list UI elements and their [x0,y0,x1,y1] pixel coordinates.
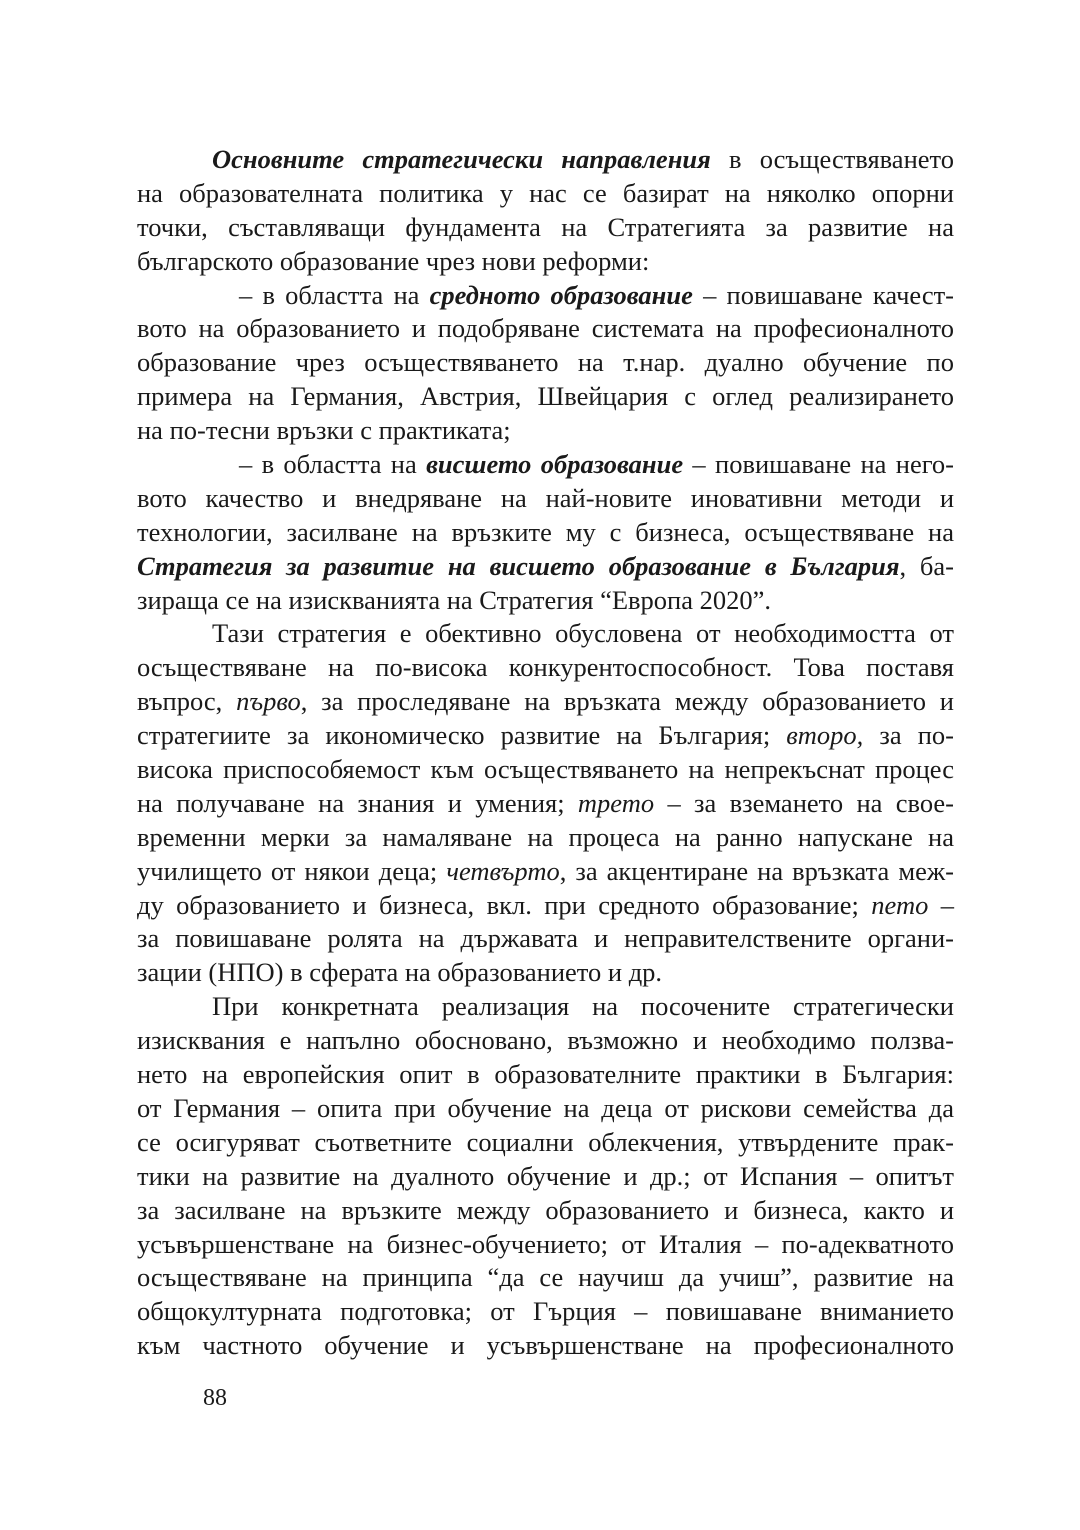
paragraph-2-line-7: временни мерки за намаляване на процеса на ранно напускане на [137,821,954,852]
italic-term: трето [577,787,655,818]
item-1-line-2: вото на образованието и подобряване системата на професионалното [137,313,954,344]
page-number: 88 [203,1385,227,1411]
bold-italic-term: Стратегия за развитие на висшето образование в България [137,550,900,581]
item-1-line-5: на по-тесни връзки с практиката; [137,415,511,446]
paragraph-2-line-4: стратегиите за икономическо развитие на България; второ, за по- [137,720,954,751]
paragraph-2-line-8: училището от някои деца; четвърто, за акцентиране на връзката меж- [137,855,954,886]
italic-term: първо [236,686,301,717]
paragraph-2-line-10: за повишаване ролята на държавата и неправителствените органи- [137,923,954,954]
paragraph-3-line-11: към частното обучение и усъвършенстване на професионалното [137,1330,954,1361]
body-text [137,143,954,1363]
italic-term: второ, [786,720,864,751]
paragraph-3-line-4: от Германия – опита при обучение на деца от рискови семейства да [137,1092,954,1123]
paragraph-1-line-2: на образователната политика у нас се базират на няколко опорни [137,177,954,208]
paragraph-3-line-5: се осигуряват съответните социални облекчения, утвърдените прак- [137,1126,954,1157]
paragraph-3-line-8: усъвършенстване на бизнес-обучението; от Италия – по-адекватното [137,1228,954,1259]
paragraph-2-line-11: зации (НПО) в сферата на образованието и др. [137,957,663,988]
item-1-line-1: – в областта на средното образование – повишаване качест- [239,279,954,310]
paragraph-2-line-2: осъществяване на по-висока конкурентоспособност. Това поставя [137,652,954,683]
bold-italic-term: средното образование [429,279,693,310]
item-2-line-2: вото качество и внедряване на най-новите иновативни методи и [137,482,954,513]
paragraph-1-line-1: Основните стратегически направления в осъществяването [212,144,954,174]
paragraph-3-line-10: общокултурната подготовка; от Гърция – повишаване вниманието [137,1296,954,1327]
paragraph-2-line-1: Тази стратегия е обективно обусловена от необходимостта от [212,618,954,649]
italic-term: четвърто [446,855,560,886]
paragraph-3-line-7: за засилване на връзките между образованието и бизнеса, както и [137,1194,954,1225]
italic-term: пето [871,889,929,920]
item-2-line-5: зираща се на изискванията на Стратегия “Европа 2020”. [137,584,771,615]
paragraph-2-line-3: въпрос, първо, за проследяване на връзката между образованието и [137,686,954,717]
item-2-line-1: – в областта на висшето образование – повишаване на него- [239,449,954,480]
paragraph-3-line-9: осъществяване на принципа “да се научиш да учиш”, развитие на [137,1262,954,1293]
paragraph-3-line-2: изисквания е напълно обосновано, възможно и необходимо ползва- [137,1025,954,1056]
bold-italic-term: висшето образование [426,449,684,480]
paragraph-3-line-1: При конкретната реализация на посочените стратегически [212,991,954,1022]
bold-italic-term: Основните стратегически направления [212,144,711,174]
item-2-line-4: Стратегия за развитие на висшето образование в България, ба- [137,550,954,581]
item-1-line-3: образование чрез осъществяването на т.нар. дуално обучение по [137,347,954,378]
paragraph-1-line-3: точки, съставляващи фундамента на Стратегията за развитие на [137,211,954,242]
paragraph-3-line-6: тики на развитие на дуалното обучение и др.; от Испания – опитът [137,1160,954,1191]
paragraph-3-line-3: нето на европейския опит в образователните практики в България: [137,1059,954,1090]
paragraph-2-line-9: ду образованието и бизнеса, вкл. при средното образование; пето – [137,889,955,920]
item-2-line-3: технологии, засилване на връзките му с бизнеса, осъществяване на [137,516,954,547]
paragraph-2-line-6: на получаване на знания и умения; трето – за вземането на свое- [137,787,954,818]
paragraph-1-line-4: българското образование чрез нови реформи: [137,245,650,276]
item-1-line-4: примера на Германия, Австрия, Швейцария с оглед реализирането [137,381,954,412]
paragraph-2-line-5: висока приспособяемост към осъществяването на непрекъснат процес [137,754,954,785]
